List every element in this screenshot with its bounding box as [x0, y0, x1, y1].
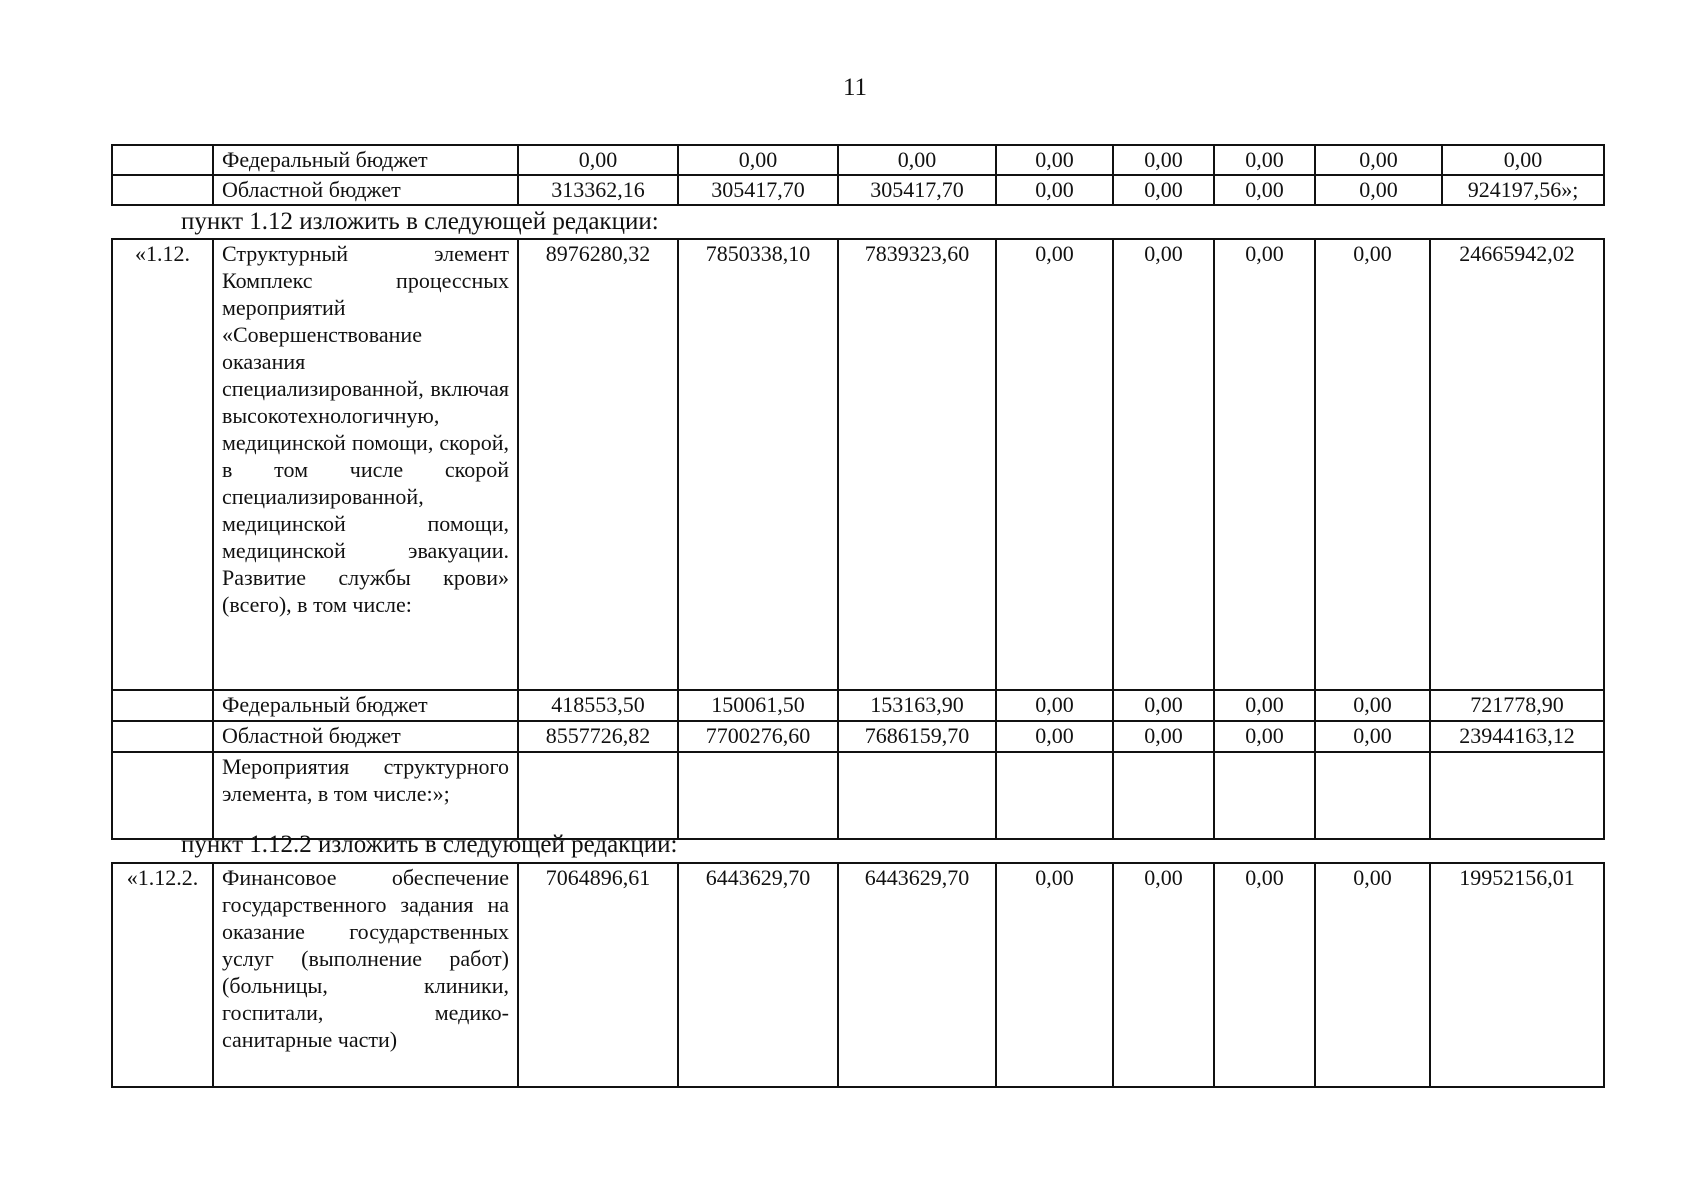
value-cell: [1315, 752, 1430, 839]
value-cell: 313362,16: [518, 175, 678, 205]
value-cell: 0,00: [1315, 863, 1430, 1087]
value-cell: 418553,50: [518, 690, 678, 721]
value-cell: 0,00: [1315, 721, 1430, 752]
value-cell: 0,00: [1442, 145, 1604, 175]
row-label: Областной бюджет: [213, 721, 518, 752]
value-cell: 721778,90: [1430, 690, 1604, 721]
value-cell: [518, 752, 678, 839]
value-cell: 0,00: [518, 145, 678, 175]
value-cell: 0,00: [838, 145, 996, 175]
budget-table-section-1-12: [111, 238, 1605, 840]
value-cell: 24665942,02: [1430, 239, 1604, 690]
value-cell: 0,00: [1315, 239, 1430, 690]
value-cell: 0,00: [1214, 721, 1315, 752]
value-cell: 6443629,70: [838, 863, 996, 1087]
table-row-regional-budget: [112, 175, 1604, 205]
value-cell: [678, 752, 838, 839]
value-cell: 7686159,70: [838, 721, 996, 752]
row-index: «1.12.: [112, 239, 213, 690]
value-cell: 7850338,10: [678, 239, 838, 690]
value-cell: 0,00: [1113, 863, 1214, 1087]
value-cell: [1214, 752, 1315, 839]
table-row-federal-budget: [112, 690, 1604, 721]
value-cell: 0,00: [1214, 863, 1315, 1087]
value-cell: 305417,70: [678, 175, 838, 205]
value-cell: 8557726,82: [518, 721, 678, 752]
budget-table-continuation: [111, 144, 1605, 206]
value-cell: 0,00: [1113, 145, 1214, 175]
caption-section-1-12-2: пункт 1.12.2 изложить в следующей редакции:: [181, 831, 678, 858]
value-cell: 305417,70: [838, 175, 996, 205]
value-cell: 8976280,32: [518, 239, 678, 690]
value-cell: 6443629,70: [678, 863, 838, 1087]
table-row-state-assignment: [112, 863, 1604, 1087]
row-label: Мероприятия структурного элемента, в том числе:»;: [213, 752, 518, 839]
caption-section-1-12: пункт 1.12 изложить в следующей редакции:: [181, 208, 659, 235]
index-cell: [112, 752, 213, 839]
value-cell: 0,00: [996, 721, 1113, 752]
value-cell: 0,00: [996, 690, 1113, 721]
value-cell: 0,00: [1113, 690, 1214, 721]
value-cell: 0,00: [678, 145, 838, 175]
value-cell: 0,00: [1113, 721, 1214, 752]
row-label: Областной бюджет: [213, 175, 518, 205]
value-cell: 0,00: [1315, 175, 1442, 205]
value-cell: 0,00: [996, 175, 1113, 205]
value-cell: 0,00: [1214, 690, 1315, 721]
value-cell: 19952156,01: [1430, 863, 1604, 1087]
row-index: «1.12.2.: [112, 863, 213, 1087]
row-label: Федеральный бюджет: [213, 145, 518, 175]
value-cell: 150061,50: [678, 690, 838, 721]
value-cell: 0,00: [1214, 175, 1315, 205]
table-row-regional-budget: [112, 721, 1604, 752]
index-cell: [112, 690, 213, 721]
index-cell: [112, 721, 213, 752]
value-cell: 0,00: [996, 145, 1113, 175]
value-cell: 153163,90: [838, 690, 996, 721]
row-label: Структурный элемент Комплекс процессных мероприятий «Совершенствование оказания специализированной, включая высокотехнологичную, медицинской помощи, скорой, в том числе скорой специализированной, медицинской помощи, медицинской эвакуации. Развитие службы крови» (всего), в том числе:: [213, 239, 518, 690]
index-cell: [112, 175, 213, 205]
value-cell: 7839323,60: [838, 239, 996, 690]
page-number: 11: [842, 74, 868, 101]
value-cell: 7700276,60: [678, 721, 838, 752]
index-cell: [112, 145, 213, 175]
table-row-structural-events: [112, 752, 1604, 839]
value-cell: 0,00: [1214, 239, 1315, 690]
table-row-federal-budget: [112, 145, 1604, 175]
value-cell: [838, 752, 996, 839]
value-cell: 924197,56»;: [1442, 175, 1604, 205]
value-cell: [1430, 752, 1604, 839]
value-cell: 0,00: [1214, 145, 1315, 175]
value-cell: 0,00: [1315, 690, 1430, 721]
value-cell: 0,00: [1113, 175, 1214, 205]
value-cell: 0,00: [1315, 145, 1442, 175]
value-cell: 0,00: [1113, 239, 1214, 690]
budget-table-section-1-12-2: [111, 862, 1605, 1088]
value-cell: [996, 752, 1113, 839]
value-cell: [1113, 752, 1214, 839]
row-label: Финансовое обеспечение государственного задания на оказание государственных услуг (выполнение работ) (больницы, клиники, госпитали, медико-санитарные части): [213, 863, 518, 1087]
value-cell: 23944163,12: [1430, 721, 1604, 752]
table-row-structural-element: [112, 239, 1604, 690]
row-label: Федеральный бюджет: [213, 690, 518, 721]
value-cell: 0,00: [996, 863, 1113, 1087]
value-cell: 0,00: [996, 239, 1113, 690]
value-cell: 7064896,61: [518, 863, 678, 1087]
